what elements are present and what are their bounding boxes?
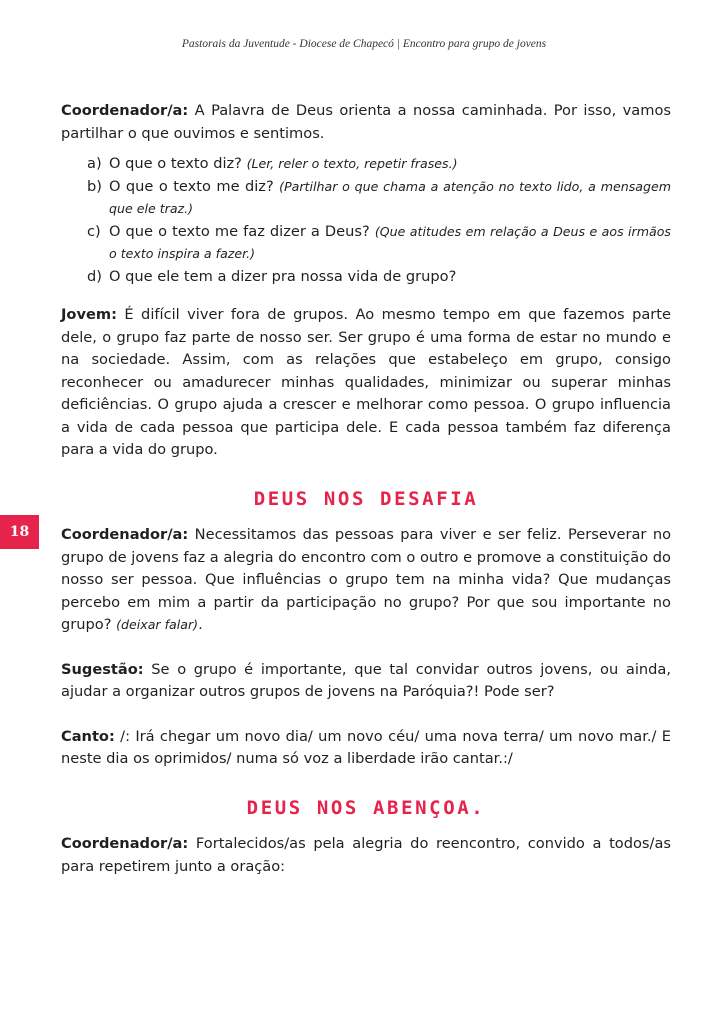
paragraph-text: Se o grupo é importante, que tal convidar outros jovens, ou ainda, ajudar a organizar outros grupos de jovens na Paróquia?! Pode ser? xyxy=(61,660,671,700)
question-note: (Que atitudes em relação a Deus e aos irmãos o texto inspira a fazer.) xyxy=(109,223,671,261)
page-content xyxy=(61,100,671,878)
speaker-label: Sugestão: xyxy=(61,660,144,678)
list-item xyxy=(87,176,671,221)
list-item xyxy=(87,153,671,176)
list-marker: c) xyxy=(87,222,101,240)
coordinator-paragraph-2 xyxy=(61,524,671,637)
list-item xyxy=(87,266,671,289)
paragraph-text: A Palavra de Deus orienta a nossa caminhada. Por isso, vamos partilhar o que ouvimos e sentimos. xyxy=(61,102,671,142)
speaker-label: Coordenador/a: xyxy=(61,526,189,543)
list-marker: a) xyxy=(87,155,102,172)
paragraph-end: . xyxy=(198,616,203,633)
list-marker: d) xyxy=(87,267,102,285)
paragraph-text: É difícil viver fora de grupos. Ao mesmo tempo em que fazemos parte dele, o grupo faz parte de nosso ser. Ser grupo é uma forma de estar no mundo e na sociedade. Assim, com as relações que estabeleço em grupo, consigo reconhecer ou amadurecer minhas qualidades, minimizar ou superar minhas deficiências. O grupo ajuda a crescer e melhorar como pessoa. O grupo influencia a vida de cada pessoa que participa dele. E cada pessoa também faz diferença para a vida do grupo. xyxy=(61,306,671,458)
paragraph-note: (deixar falar) xyxy=(116,617,199,632)
question-note: (Partilhar o que chama a atenção no texto lido, a mensagem que ele traz.) xyxy=(109,178,671,216)
paragraph-text: Fortalecidos/as pela alegria do reencontro, convido a todos/as para repetirem junto a oração: xyxy=(61,835,671,875)
paragraph-text: Necessitamos das pessoas para viver e ser feliz. Perseverar no grupo de jovens faz a alegria do encontro com o outro e promove a constituição do nosso ser pessoa. Que influências o grupo tem na minha vida? Que mudanças percebo em mim a partir da participação no grupo? Por que sou importante no grupo? xyxy=(61,526,671,633)
question-text: O que o texto me faz dizer a Deus? xyxy=(109,222,375,240)
list-item xyxy=(87,221,671,266)
youth-paragraph xyxy=(61,304,671,462)
song-paragraph xyxy=(61,726,671,771)
speaker-label: Coordenador/a: xyxy=(61,835,189,852)
running-header: Pastorais da Juventude - Diocese de Chapecó | Encontro para grupo de jovens xyxy=(181,38,547,50)
speaker-label: Canto: xyxy=(61,727,115,745)
speaker-label: Jovem: xyxy=(61,306,117,323)
question-text: O que o texto diz? xyxy=(109,155,247,172)
page-number-tab xyxy=(0,515,39,549)
speaker-label: Coordenador/a: xyxy=(61,102,189,119)
paragraph-text: /: Irá chegar um novo dia/ um novo céu/ uma nova terra/ um novo mar./ E neste dia os oprimidos/ numa só voz a liberdade irão cantar.:/ xyxy=(61,727,671,767)
question-text: O que ele tem a dizer pra nossa vida de grupo? xyxy=(109,267,457,285)
section-title-abencoa: DEUS NOS ABENÇOA. xyxy=(246,796,486,819)
question-text: O que o texto me diz? xyxy=(109,177,280,195)
coordinator-paragraph-3 xyxy=(61,833,671,878)
suggestion-paragraph xyxy=(61,659,671,704)
page-number: 18 xyxy=(9,524,30,540)
section-title-desafia: DEUS NOS DESAFIA xyxy=(253,487,479,510)
coordinator-intro-paragraph xyxy=(61,100,671,145)
question-list xyxy=(87,153,671,288)
list-marker: b) xyxy=(87,177,102,195)
question-note: (Ler, reler o texto, repetir frases.) xyxy=(246,156,458,171)
